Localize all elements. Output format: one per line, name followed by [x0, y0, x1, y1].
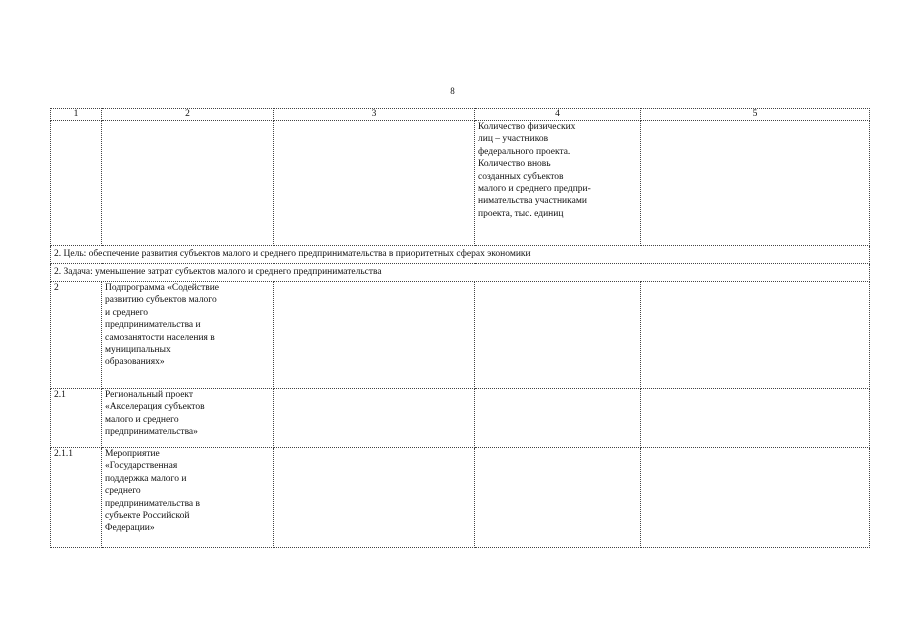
task-row — [51, 264, 870, 282]
column-header-2: 2 — [102, 109, 274, 121]
table-cell — [641, 121, 870, 246]
row-number: 2.1 — [51, 389, 102, 448]
column-header-3: 3 — [274, 109, 475, 121]
page-number: 8 — [450, 86, 455, 96]
table-cell — [475, 389, 641, 448]
table-cell — [274, 121, 475, 246]
task-text: 2. Задача: уменьшение затрат субъектов малого и среднего предпринимательства — [51, 264, 870, 282]
table-cell — [641, 282, 870, 389]
row-name: Подпрограмма «Содействие развитию субъектов малого и среднего предпринимательства и самозанятости населения в муниципальных образованиях» — [102, 282, 274, 389]
table-row-continuation — [51, 121, 870, 246]
table-cell — [274, 282, 475, 389]
table-row — [51, 389, 870, 448]
indicator-cell: Количество физических лиц – участников федерального проекта. Количество вновь созданных субъектов малого и среднего предпри- нимательства участниками проекта, тыс. единиц — [475, 121, 641, 246]
table-row — [51, 448, 870, 548]
table-row — [51, 282, 870, 389]
column-number-row — [51, 109, 870, 121]
table-cell — [274, 448, 475, 548]
table-cell — [641, 389, 870, 448]
goal-row — [51, 246, 870, 264]
column-header-4: 4 — [475, 109, 641, 121]
column-header-1: 1 — [51, 109, 102, 121]
table-cell — [102, 121, 274, 246]
column-header-5: 5 — [641, 109, 870, 121]
row-number: 2 — [51, 282, 102, 389]
row-number: 2.1.1 — [51, 448, 102, 548]
table-cell — [51, 121, 102, 246]
row-name: Региональный проект «Акселерация субъектов малого и среднего предпринимательства» — [102, 389, 274, 448]
row-name: Мероприятие «Государственная поддержка малого и среднего предпринимательства в субъекте Российской Федерации» — [102, 448, 274, 548]
goal-text: 2. Цель: обеспечение развития субъектов малого и среднего предпринимательства в приоритетных сферах экономики — [51, 246, 870, 264]
table-cell — [641, 448, 870, 548]
table-cell — [475, 448, 641, 548]
program-table — [50, 108, 870, 548]
table-cell — [274, 389, 475, 448]
table-cell — [475, 282, 641, 389]
